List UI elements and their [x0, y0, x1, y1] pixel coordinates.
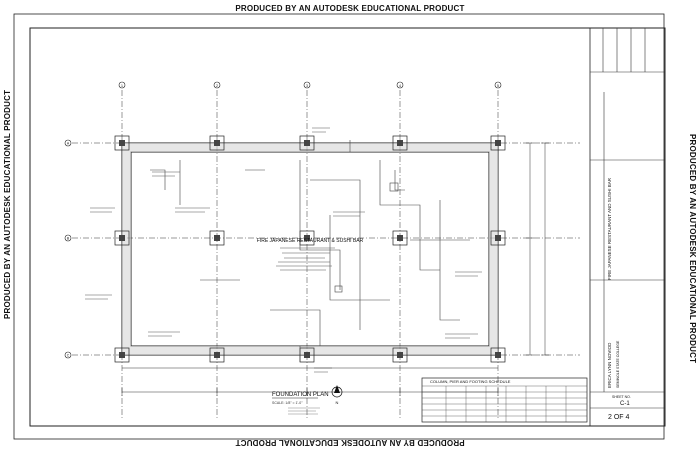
column-base — [397, 352, 403, 358]
column-base — [397, 140, 403, 146]
watermark-top: PRODUCED BY AN AUTODESK EDUCATIONAL PRODUCT — [235, 4, 465, 13]
scale-note: SCALE: 1/8" = 1'-0" — [272, 401, 303, 405]
foundation-walls — [122, 143, 498, 355]
column-base — [214, 235, 220, 241]
column-pier-footing-schedule — [422, 378, 587, 422]
sheet-number: C-1 — [620, 401, 630, 407]
grid-label-col: 5 — [497, 84, 499, 88]
pier-footings — [115, 136, 505, 362]
title-block-text — [607, 177, 631, 421]
grid-lines — [72, 90, 580, 420]
grid-label-col: 4 — [399, 84, 401, 88]
column-base — [495, 235, 501, 241]
view-title: FOUNDATION PLAN — [272, 392, 329, 398]
column-base — [495, 140, 501, 146]
grid-label-col: 1 — [121, 84, 123, 88]
column-base — [214, 140, 220, 146]
plan-notes — [85, 128, 482, 372]
grid-label-row: A — [66, 141, 70, 146]
watermark-bottom: PRODUCED BY AN AUTODESK EDUCATIONAL PRODUCT — [235, 438, 465, 447]
schedule-title: COLUMN, PIER AND FOOTING SCHEDULE — [430, 379, 511, 384]
column-base — [495, 352, 501, 358]
column-base — [119, 352, 125, 358]
outer-border — [14, 14, 664, 439]
grid-label-col: 2 — [216, 84, 218, 88]
building-name-label: FIRE JAPANESE RESTAURANT & SUSHI BAR — [256, 238, 364, 244]
column-base — [304, 140, 310, 146]
column-base — [214, 352, 220, 358]
project-name: FIRE JAPANESE RESTAURANT AND SUSHI BAR — [607, 177, 612, 280]
grid-label-row: C — [66, 353, 70, 358]
column-base — [119, 140, 125, 146]
watermark-right: PRODUCED BY AN AUTODESK EDUCATIONAL PRODUCT — [688, 134, 697, 364]
north-label: N — [335, 400, 339, 405]
dimension-lines — [122, 143, 549, 396]
watermark-left: PRODUCED BY AN AUTODESK EDUCATIONAL PRODUCT — [3, 89, 12, 319]
column-base — [119, 235, 125, 241]
column-base — [304, 352, 310, 358]
school-name: SEMINOLE STATE COLLEGE — [616, 340, 620, 388]
sheet-no-label: SHEET NO. — [612, 395, 631, 399]
title-block-lines — [590, 28, 665, 408]
student-name: ERICA LYNN NOVIOD — [607, 342, 612, 388]
grid-label-col: 3 — [306, 84, 308, 88]
sheet-count: 2 OF 4 — [608, 414, 630, 421]
grid-label-row: B — [66, 236, 70, 241]
plumbing-lines — [150, 140, 470, 362]
column-base — [397, 235, 403, 241]
